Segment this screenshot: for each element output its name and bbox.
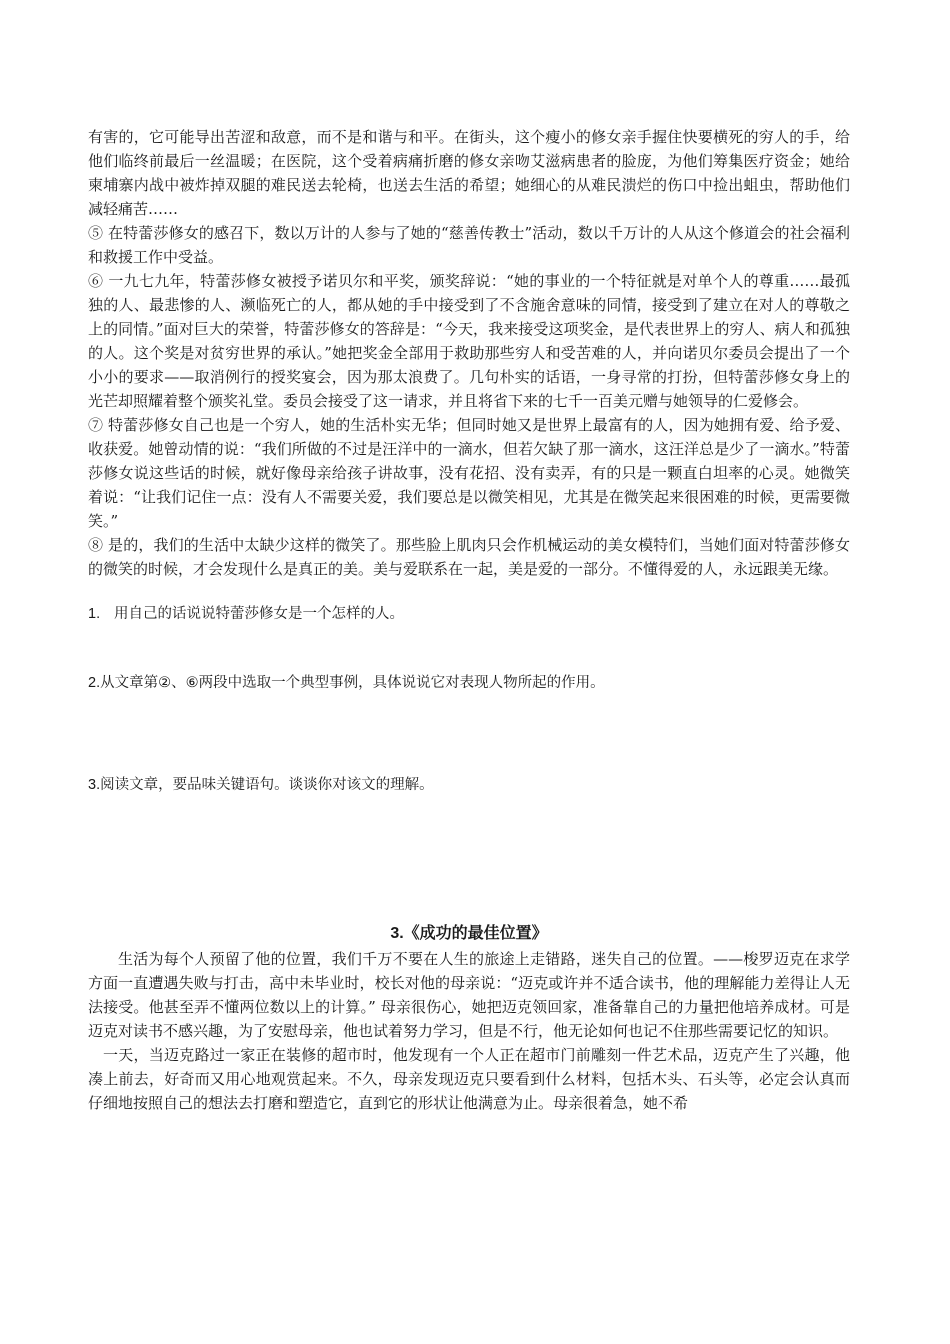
story-paragraph-1: 生活为每个人预留了他的位置，我们千万不要在人生的旅途上走错路，迷失自己的位置。——梭罗迈克在求学方面一直遭遇失败与打击，高中未毕业时，校长对他的母亲说：“迈克或许并不适合读书，他的理解能力差得让人无法接受。他甚至弄不懂两位数以上的计算。” 母亲很伤心，她把迈克领回家，准备靠自己的力量把他培养成材。可是迈克对读书不感兴趣，为了安慰母亲，他也试着努力学习，但是不行，他无论如何也记不住那些需要记忆的知识。 [88,950,850,1040]
passage-paragraph-1: 有害的，它可能导出苦涩和敌意，而不是和谐与和平。在街头，这个瘦小的修女亲手握住快要横死的穷人的手，给他们临终前最后一丝温暖；在医院，这个受着病痛折磨的修女亲吻艾滋病患者的脸庞，为他们筹集医疗资金；她给柬埔寨内战中被炸掉双腿的难民送去轮椅，也送去生活的希望；她细心的从难民溃烂的伤口中捡出蛆虫，帮助他们减轻痛苦…… [88,128,850,218]
passage [88,125,850,581]
story [88,947,850,1115]
question-2: 2.从文章第②、⑥两段中选取一个典型事例，具体说说它对表现人物所起的作用。 [88,675,605,691]
question-3: 3.阅读文章，要品味关键语句。谈谈你对该文的理解。 [88,777,434,793]
question-1-text: 用自己的话说说特蕾莎修女是一个怎样的人。 [114,606,404,622]
questions [88,602,850,797]
section-title: 3.《成功的最佳位置》 [390,925,548,942]
passage-paragraph-7: ⑦ 特蕾莎修女自己也是一个穷人，她的生活朴实无华；但同时她又是世界上最富有的人，因为她拥有爱、给予爱、收获爱。她曾动情的说：“我们所做的不过是汪洋中的一滴水，但若欠缺了那一滴水，这汪洋总是少了一滴水。”特蕾莎修女说这些话的时候，就好像母亲给孩子讲故事，没有花招、没有卖弄，有的只是一颗直白坦率的心灵。她微笑着说：“让我们记住一点：没有人不需要关爱，我们要总是以微笑相见，尤其是在微笑起来很困难的时候，更需要微笑。” [88,416,850,530]
question-1-number: 1. [88,606,101,622]
question-1 [88,602,850,626]
story-paragraph-2: 一天，当迈克路过一家正在装修的超市时，他发现有一个人正在超市门前雕刻一件艺术品，迈克产生了兴趣，他凑上前去，好奇而又用心地观赏起来。不久，母亲发现迈克只要看到什么材料，包括木头、石头等，必定会认真而仔细地按照自己的想法去打磨和塑造它，直到它的形状让他满意为止。母亲很着急，她不希 [88,1046,850,1112]
passage-paragraph-8: ⑧ 是的，我们的生活中太缺少这样的微笑了。那些脸上肌肉只会作机械运动的美女模特们，当她们面对特蕾莎修女的微笑的时候，才会发现什么是真正的美。美与爱联系在一起，美是爱的一部分。不懂得爱的人，永远跟美无缘。 [88,536,850,578]
passage-paragraph-6: ⑥ 一九七九年，特蕾莎修女被授予诺贝尔和平奖，颁奖辞说：“她的事业的一个特征就是对单个人的尊重……最孤独的人、最悲惨的人、濒临死亡的人，都从她的手中接受到了不含施舍意味的同情，接受到了建立在对人的尊敬之上的同情。”面对巨大的荣誉，特蕾莎修女的答辞是：“今天，我来接受这项奖金，是代表世界上的穷人、病人和孤独的人。这个奖是对贫穷世界的承认。”她把奖金全部用于救助那些穷人和受苦难的人，并向诺贝尔委员会提出了一个小小的要求——取消例行的授奖宴会，因为那太浪费了。几句朴实的话语，一身寻常的打扮，但特蕾莎修女身上的光芒却照耀着整个颁奖礼堂。委员会接受了这一请求，并且将省下来的七千一百美元赠与她领导的仁爱修会。 [88,272,850,410]
document-page [88,125,850,1115]
passage-paragraph-5: ⑤ 在特蕾莎修女的感召下，数以万计的人参与了她的“慈善传教士”活动，数以千万计的人从这个修道会的社会福利和救援工作中受益。 [88,224,850,266]
